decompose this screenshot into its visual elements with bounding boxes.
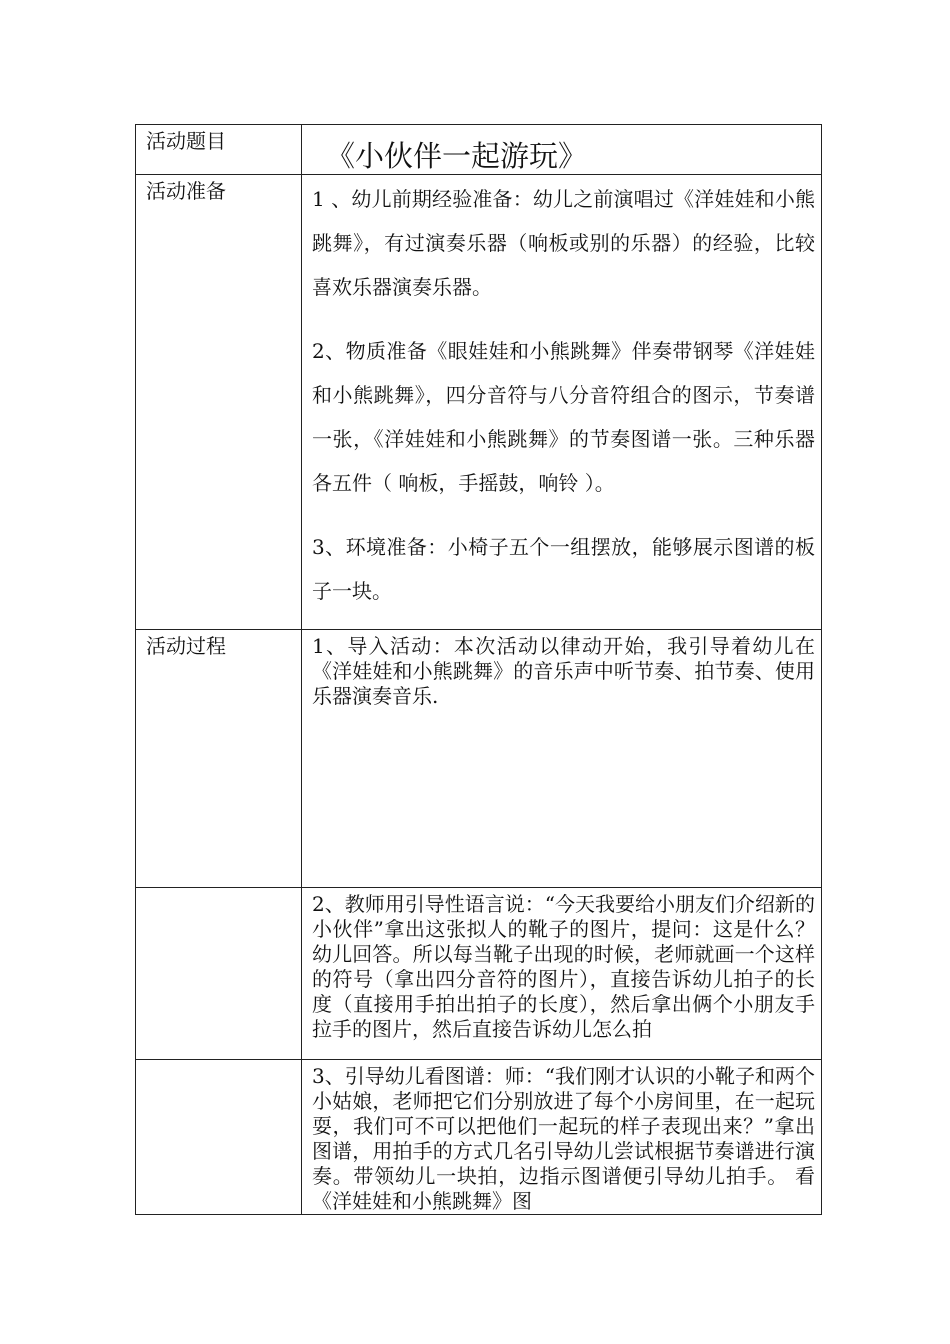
- process-step-1: 1、导入活动：本次活动以律动开始，我引导着幼儿在《洋娃娃和小熊跳舞》的音乐声中听节奏、拍节奏、使用乐器演奏音乐.: [312, 634, 815, 708]
- empty-label-cell: [136, 1060, 302, 1215]
- activity-title: 《小伙伴一起游玩》: [326, 139, 588, 173]
- table-row: [136, 1060, 822, 1215]
- prep-paragraph-materials: 2、物质准备《眼娃娃和小熊跳舞》伴奏带钢琴《洋娃娃和小熊跳舞》，四分音符与八分音符组合的图示，节奏谱一张，《洋娃娃和小熊跳舞》的节奏图谱一张。三种乐器各五件（ 响板，手摇鼓，响铃 ）。: [312, 339, 815, 495]
- table-row: [136, 175, 822, 630]
- empty-label-cell: [136, 888, 302, 1060]
- activity-prep-cell: [302, 175, 822, 630]
- table-row: [136, 888, 822, 1060]
- lesson-plan-table: [135, 124, 822, 1215]
- activity-process-cell: [302, 630, 822, 888]
- activity-process-label: 活动过程: [136, 630, 302, 888]
- prep-paragraph-environment: 3、环境准备：小椅子五个一组摆放，能够展示图谱的板子一块。: [312, 535, 815, 603]
- process-step-3-cell: [302, 1060, 822, 1215]
- activity-title-label: 活动题目: [136, 125, 302, 175]
- process-step-2: 2、教师用引导性语言说：“今天我要给小朋友们介绍新的小伙伴”拿出这张拟人的靴子的图片，提问：这是什么？幼儿回答。所以每当靴子出现的时候，老师就画一个这样的符号（拿出四分音符的图片），直接告诉幼儿拍子的长度（直接用手拍出拍子的长度），然后拿出俩个小朋友手拉手的图片，然后直接告诉幼儿怎么拍: [312, 892, 815, 1041]
- activity-title-cell: [302, 125, 822, 175]
- table-row: [136, 630, 822, 888]
- activity-prep-label: 活动准备: [136, 175, 302, 630]
- table-row: [136, 125, 822, 175]
- process-step-2-cell: [302, 888, 822, 1060]
- prep-paragraph-experience: 1 、幼儿前期经验准备：幼儿之前演唱过《洋娃娃和小熊跳舞》，有过演奏乐器（响板或别的乐器）的经验，比较喜欢乐器演奏乐器。: [312, 187, 815, 299]
- process-step-3: 3、引导幼儿看图谱：师：“我们刚才认识的小靴子和两个小姑娘，老师把它们分别放进了每个小房间里，在一起玩耍，我们可不可以把他们一起玩的样子表现出来？”拿出图谱，用拍手的方式几名引导幼儿尝试根据节奏谱进行演奏。带领幼儿一块拍，边指示图谱便引导幼儿拍手。 看《洋娃娃和小熊跳舞》图: [312, 1064, 815, 1213]
